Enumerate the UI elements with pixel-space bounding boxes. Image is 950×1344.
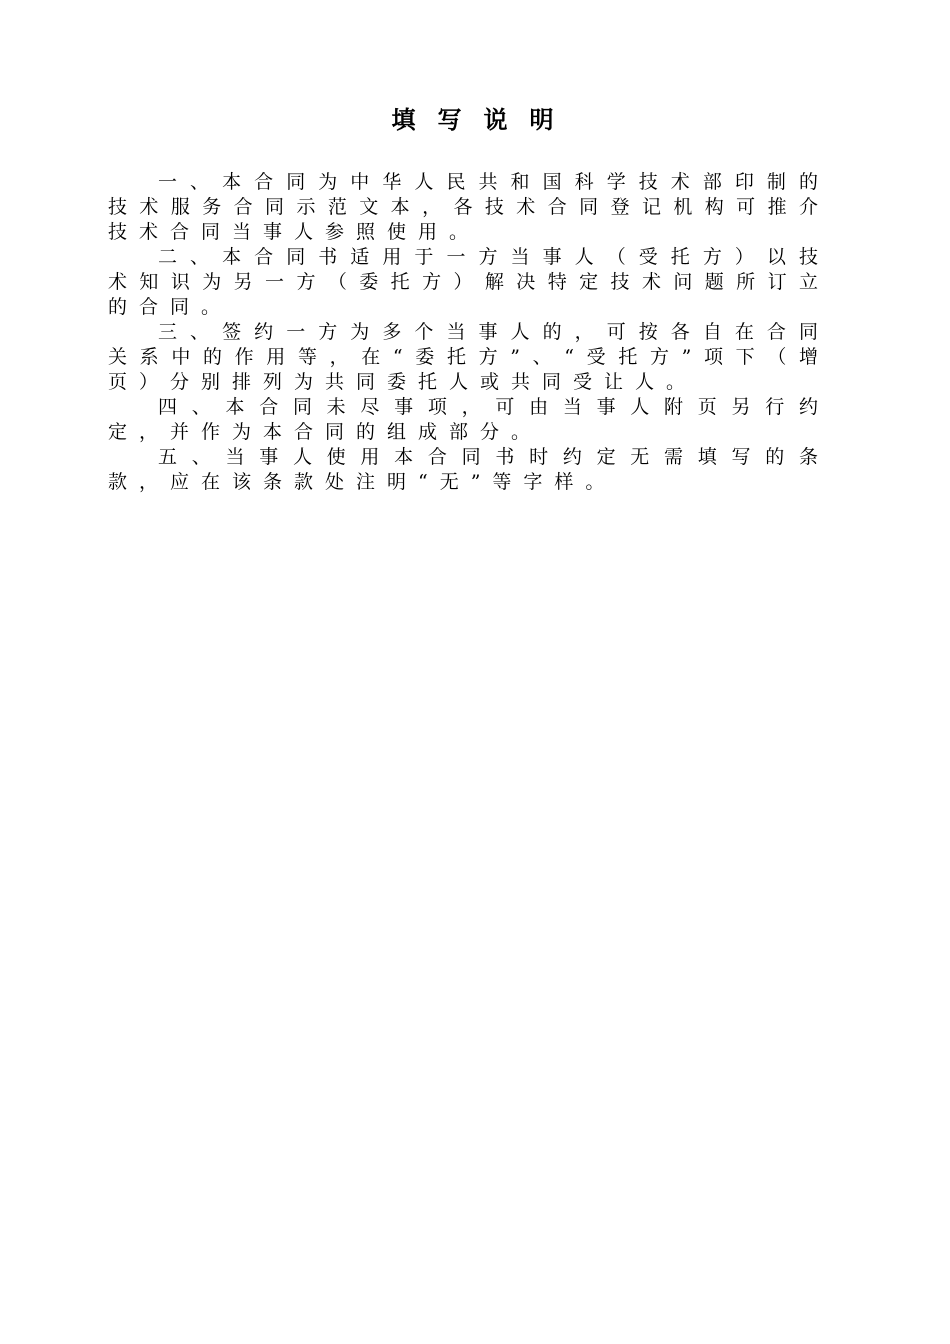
instructions-body [108, 170, 830, 495]
document-title: 填写说明 [391, 106, 576, 134]
instruction-paragraph-2: 二、本合同书适用于一方当事人（受托方）以技术知识为另一方（委托方）解决特定技术问题所订立的合同。 [108, 246, 830, 318]
instruction-paragraph-4: 四、本合同未尽事项，可由当事人附页另行约定，并作为本合同的组成部分。 [108, 396, 830, 443]
instruction-paragraph-3: 三、签约一方为多个当事人的，可按各自在合同关系中的作用等，在“委托方”、“受托方”项下（增页）分别排列为共同委托人或共同受让人。 [108, 321, 830, 393]
instruction-paragraph-1: 一、本合同为中华人民共和国科学技术部印制的技术服务合同示范文本，各技术合同登记机构可推介技术合同当事人参照使用。 [108, 171, 830, 243]
instruction-paragraph-5: 五、当事人使用本合同书时约定无需填写的条款，应在该条款处注明“无”等字样。 [108, 446, 830, 493]
